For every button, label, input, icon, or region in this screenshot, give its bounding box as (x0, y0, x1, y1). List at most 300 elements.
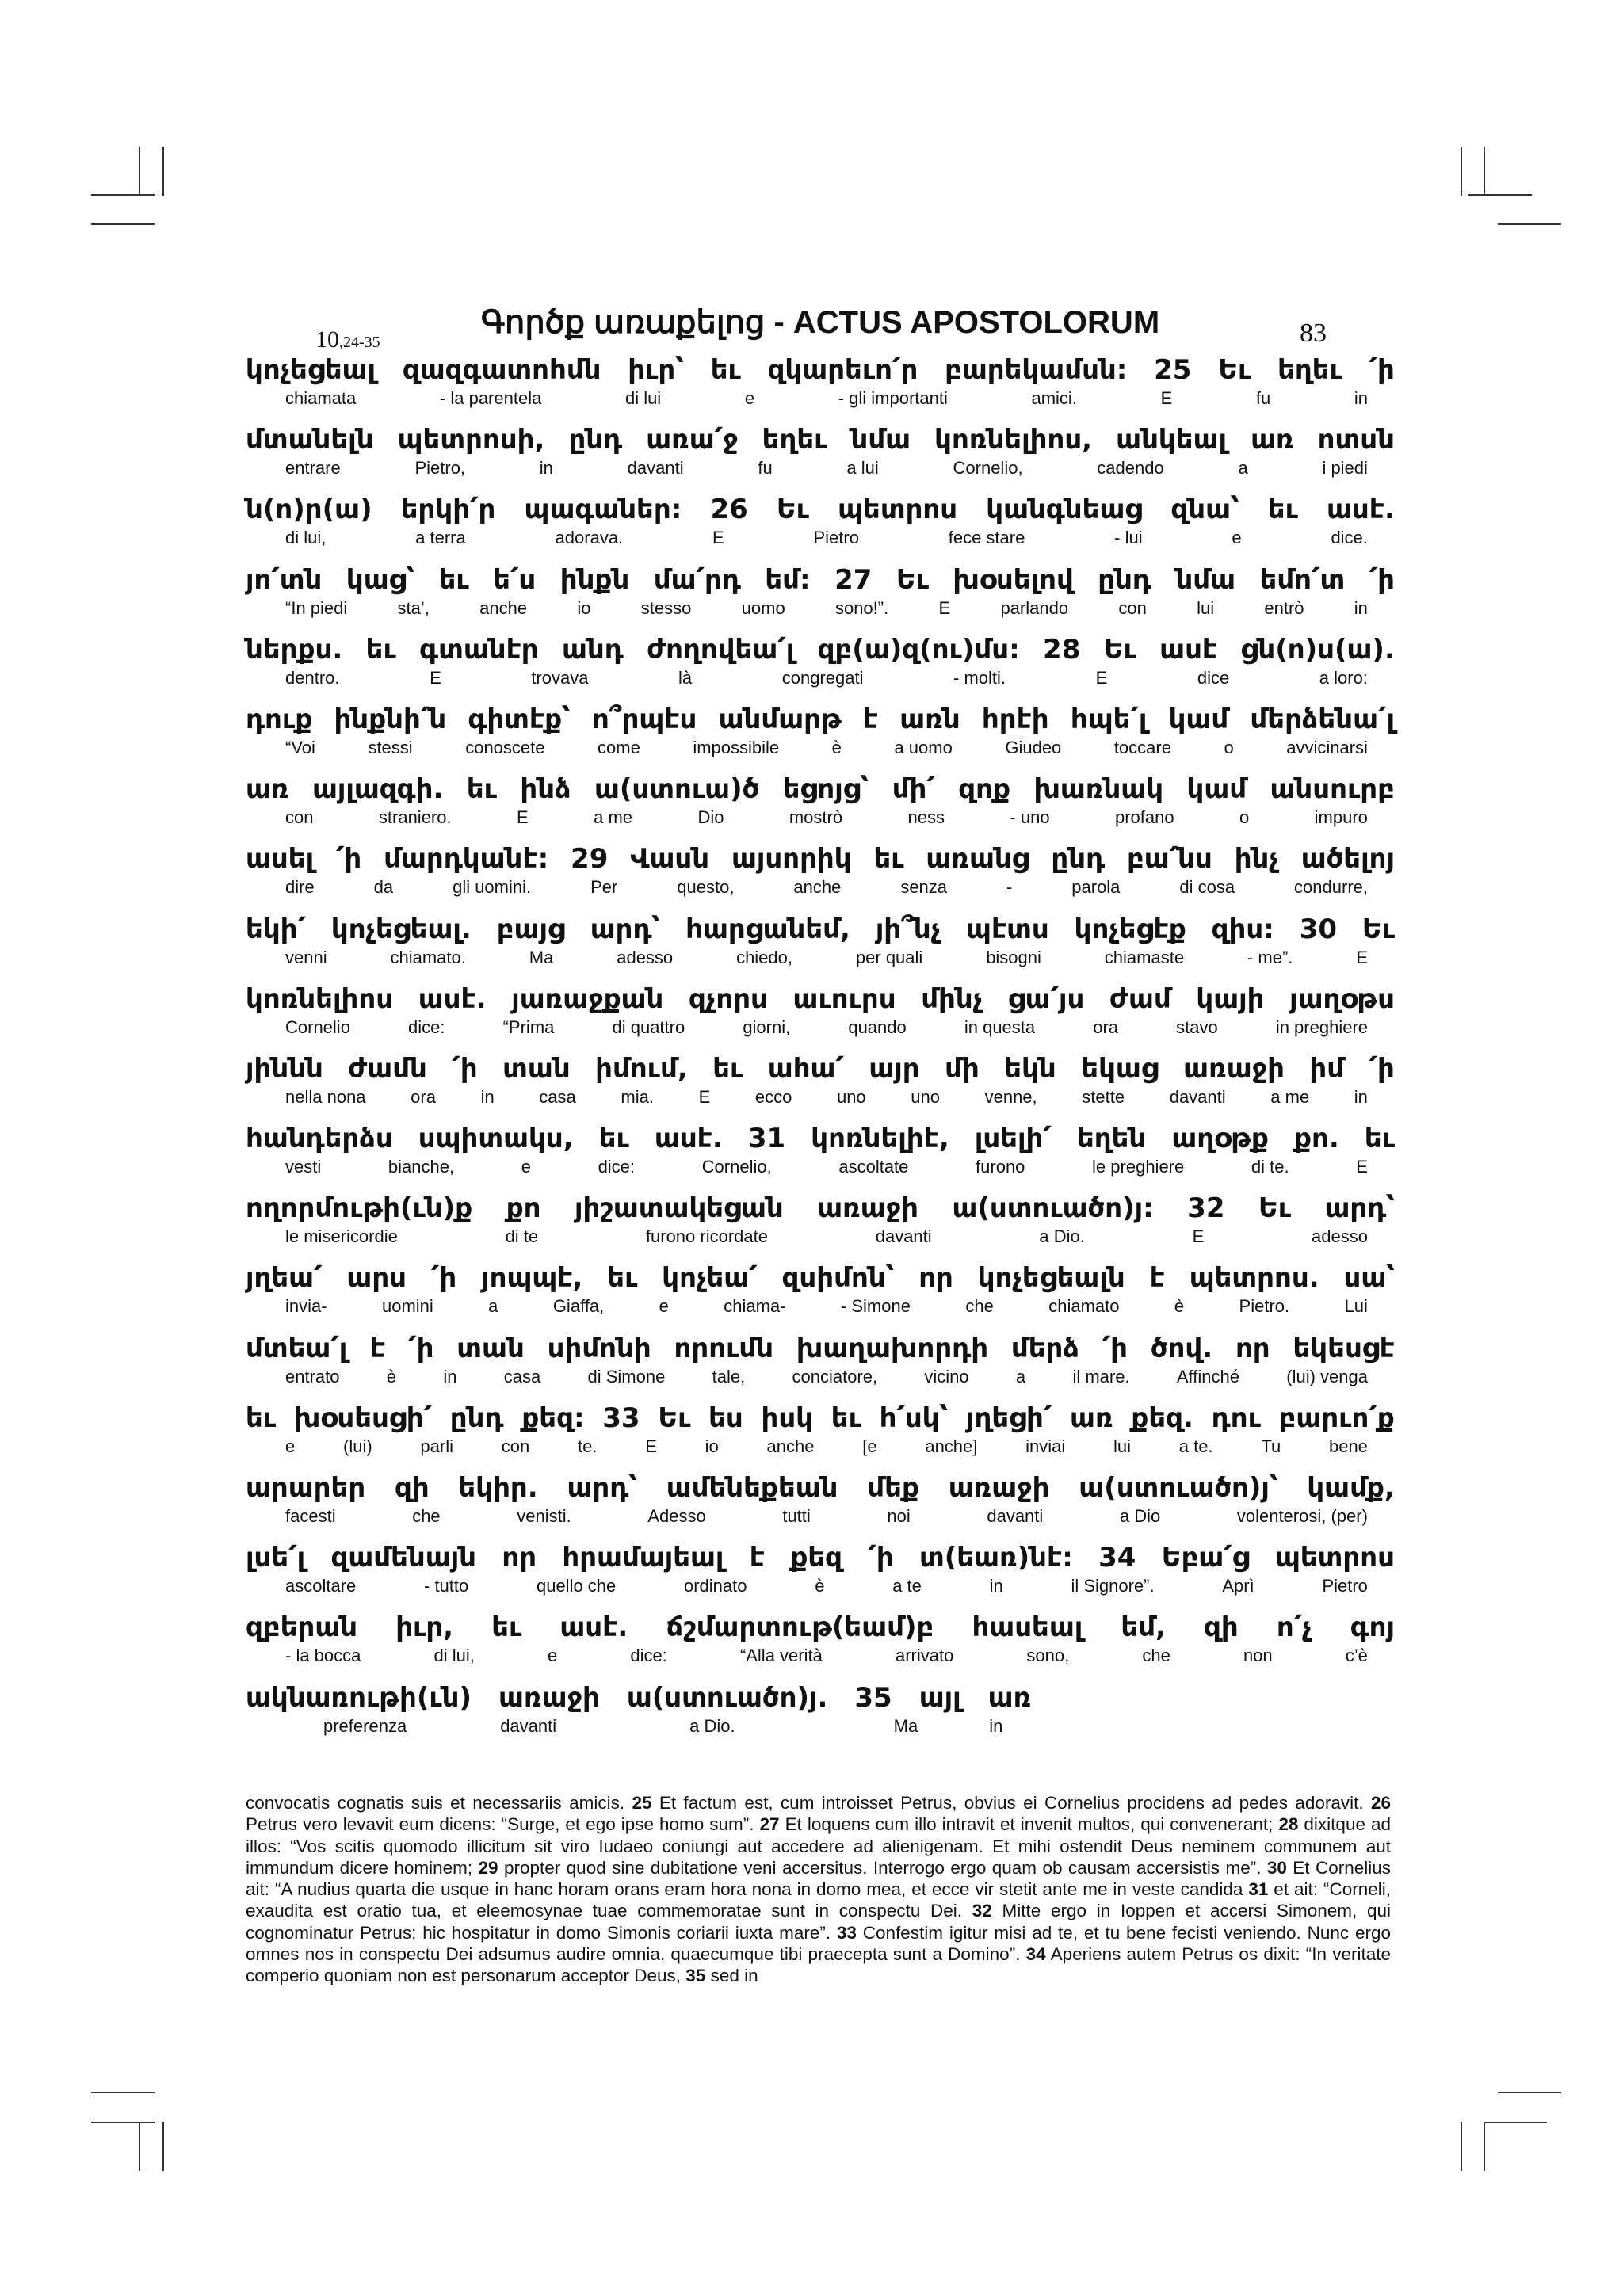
armenian-word: 31 (747, 1123, 786, 1155)
italian-gloss: uomini (381, 1296, 433, 1317)
italian-gloss: che (965, 1296, 994, 1317)
armenian-word: կոռնելիէ, (811, 1123, 949, 1155)
italian-gloss: E (938, 597, 951, 618)
italian-gloss: nella nona (285, 1086, 366, 1107)
italian-gloss: le misericordie (285, 1226, 398, 1247)
armenian-word: իմում, (595, 1052, 688, 1085)
armenian-word: ասէ. (1327, 494, 1395, 526)
italian-gloss-line (246, 876, 1395, 898)
verse-number: 27 (759, 1814, 780, 1835)
italian-gloss: E (712, 528, 724, 548)
armenian-word: ժամն (348, 1052, 427, 1085)
italian-gloss: quando (848, 1016, 907, 1037)
verse-number: 26 (1370, 1793, 1391, 1813)
armenian-word: առաջի (1183, 1052, 1285, 1085)
italian-gloss: a uomo (894, 737, 953, 757)
italian-gloss: anche (479, 597, 528, 618)
armenian-word: ա(ստուածո)յ: (952, 1192, 1154, 1225)
italian-gloss: cadendo (1097, 458, 1164, 479)
italian-gloss: adorava. (555, 528, 624, 548)
armenian-word: է (1149, 1262, 1165, 1295)
armenian-word: կաց՝ (346, 563, 415, 596)
interlinear-line (246, 1191, 1395, 1261)
armenian-word: արդ՝ (567, 1472, 637, 1504)
italian-gloss: - (1006, 877, 1013, 898)
crop-mark (91, 2092, 155, 2093)
italian-gloss: il mare. (1072, 1366, 1130, 1386)
armenian-word: ասէ (1159, 633, 1218, 666)
italian-gloss: tutti (782, 1506, 811, 1526)
interlinear-line (246, 492, 1395, 562)
armenian-word: եցոյց՝ (782, 773, 869, 806)
italian-gloss: ordinato (684, 1576, 747, 1596)
armenian-word: Եբա՛ց (1161, 1542, 1250, 1574)
armenian-word: ինքնի՛ն (334, 703, 447, 735)
italian-gloss: conciatore, (792, 1366, 878, 1386)
italian-gloss: adesso (1312, 1226, 1368, 1247)
armenian-word: յի՞նչ (875, 913, 941, 945)
italian-gloss: stessi (368, 737, 413, 757)
italian-gloss: conoscete (465, 737, 545, 757)
italian-gloss: i piedi (1322, 458, 1368, 479)
italian-gloss: o (1224, 737, 1234, 757)
italian-gloss: e (285, 1436, 296, 1456)
italian-gloss: vesti (285, 1157, 322, 1177)
armenian-word: առանց (926, 843, 1029, 875)
armenian-line (246, 353, 1395, 387)
italian-gloss: - me”. (1247, 947, 1293, 967)
italian-gloss: non (1243, 1646, 1273, 1666)
armenian-word: եւ (491, 1611, 522, 1644)
armenian-word: որ (1235, 1332, 1270, 1364)
armenian-word: ծով. (1150, 1332, 1213, 1364)
armenian-word: եւ (598, 1123, 629, 1155)
interlinear-line (246, 702, 1395, 772)
italian-gloss: Giudeo (1005, 737, 1062, 757)
italian-gloss: Adesso (647, 1506, 706, 1526)
italian-gloss: e (744, 388, 755, 408)
italian-gloss: Giaffa, (552, 1296, 605, 1317)
italian-gloss: Lui (1344, 1296, 1368, 1317)
italian-gloss: fu (758, 458, 773, 479)
armenian-word: խօսելով (953, 563, 1074, 596)
interlinear-line (246, 1680, 1395, 1750)
italian-gloss: è (815, 1576, 825, 1596)
armenian-word: յիննն (246, 1052, 323, 1085)
italian-gloss: facesti (285, 1506, 336, 1526)
armenian-line (246, 422, 1395, 457)
armenian-word: ակնառութի(ւն) (246, 1681, 472, 1714)
armenian-word: եկաց (1081, 1052, 1159, 1085)
latin-text-segment: propter quod sine dubitatione veni accersitus. Interrogo ergo quam ob causam accersistis me”. (498, 1857, 1267, 1878)
armenian-word: ՛ի (335, 843, 362, 875)
armenian-word: յաղօթս (1289, 982, 1395, 1015)
armenian-word: խաղախորդի (796, 1332, 989, 1364)
armenian-word: մա՛րդ (653, 563, 741, 596)
armenian-word: ՛ի (1369, 354, 1395, 386)
italian-gloss: giorni, (743, 1016, 791, 1037)
armenian-word: դուք (246, 703, 313, 735)
armenian-word: եւ (365, 633, 396, 666)
armenian-word: պետրոսի, (397, 424, 545, 456)
armenian-word: արս (346, 1262, 407, 1295)
italian-gloss: ascoltate (838, 1157, 909, 1177)
italian-gloss: a me (594, 807, 633, 828)
italian-gloss: le preghiere (1092, 1157, 1185, 1177)
crop-mark (1468, 194, 1532, 196)
italian-gloss: e (547, 1646, 558, 1666)
italian-gloss: a (1238, 458, 1248, 479)
armenian-word: 30 (1299, 913, 1338, 945)
interlinear-line (246, 1261, 1395, 1330)
italian-gloss: di lui, (433, 1646, 475, 1666)
italian-gloss: [e (862, 1436, 877, 1456)
armenian-word: յառաջքան (511, 982, 664, 1015)
italian-gloss: preferenza (323, 1715, 407, 1736)
armenian-word: հասեալ (972, 1611, 1083, 1644)
armenian-word: հպե՛լ (1070, 703, 1148, 735)
latin-text-segment: dixitque ad illos: “Vos scitis quomodo illicitum sit viro Iudaeo coniungi aut accedere ad alienigenam. Et mihi ostendit Deus neminem communem aut immundum dicere hominem; (246, 1814, 1392, 1878)
armenian-word: մերձ (1010, 1332, 1079, 1364)
italian-gloss: inviai (1025, 1436, 1066, 1456)
italian-gloss: chiedo, (736, 947, 793, 967)
italian-gloss: Pietro (1322, 1576, 1368, 1596)
armenian-word: տան (502, 1052, 571, 1085)
italian-gloss: di lui (624, 388, 662, 408)
italian-gloss: davanti (627, 458, 684, 479)
italian-gloss: E (430, 667, 441, 688)
italian-gloss: di lui, (285, 528, 327, 548)
italian-gloss-line (246, 1575, 1395, 1597)
interlinear-line (246, 1331, 1395, 1401)
armenian-word: գիտէք՝ (468, 703, 571, 735)
italian-gloss: “Alla verità (739, 1646, 823, 1666)
italian-gloss: gli uomini. (453, 877, 532, 898)
armenian-word: 27 (834, 563, 873, 596)
armenian-word: ՛ի (1369, 1052, 1395, 1085)
armenian-word: ասէ. (559, 1611, 628, 1644)
italian-gloss: e (659, 1296, 669, 1317)
armenian-line (246, 492, 1395, 527)
armenian-word: ՛ի (430, 1262, 457, 1295)
italian-gloss: impuro (1314, 807, 1368, 828)
armenian-word: այլ (918, 1681, 961, 1714)
armenian-line (246, 563, 1395, 597)
armenian-word: որ (502, 1542, 537, 1574)
armenian-word: եւ (712, 1052, 743, 1085)
italian-gloss: e (1232, 528, 1242, 548)
italian-gloss: trovava (531, 667, 589, 688)
armenian-word: աւուրս (792, 982, 896, 1015)
armenian-word: նմա (850, 424, 911, 456)
armenian-word: յո՛տն (246, 563, 323, 596)
italian-gloss: bianche, (388, 1157, 455, 1177)
armenian-word: մի (945, 1052, 980, 1085)
armenian-word: է (862, 703, 879, 735)
italian-gloss: di te (505, 1226, 539, 1247)
latin-text-segment: Mitte ergo in Ioppen et accersi Simonem, qui cognominatur Petrus; hic hospitatur in domo Simonis coriarii iuxta mare”. (246, 1901, 1391, 1943)
armenian-word: կոչեա՛ (662, 1262, 758, 1295)
armenian-word: քո. (1294, 1123, 1339, 1155)
italian-gloss: - uno (1010, 807, 1050, 828)
italian-gloss: venisti. (517, 1506, 571, 1526)
armenian-line (246, 1331, 1395, 1366)
italian-gloss: fece stare (948, 528, 1025, 548)
italian-gloss: in preghiere (1275, 1016, 1368, 1037)
armenian-word: եղեւ (1277, 354, 1342, 386)
latin-text-segment: Et loquens cum illo intravit et invenit multos, qui convenerant; (779, 1814, 1279, 1835)
armenian-word: որ (918, 1262, 953, 1295)
latin-text-segment: Petrus vero levavit eum dicens: “Surge, et ego ipse homo sum”. (246, 1814, 760, 1835)
verse-range: ,24-35 (339, 334, 380, 351)
verse-number: 30 (1266, 1857, 1287, 1878)
italian-gloss: - gli importanti (838, 388, 948, 408)
latin-text-segment: Et Cornelius ait: “A nudius quarta die usque in hanc horam orans eram hora nona in domo mea, et ecce vir stetit ante me in veste candida (246, 1857, 1391, 1900)
italian-gloss: mia. (621, 1086, 654, 1107)
armenian-word: 32 (1187, 1192, 1225, 1225)
armenian-word: զչորս (689, 982, 768, 1015)
interlinear-line (246, 912, 1395, 982)
armenian-word: ասել (246, 843, 315, 875)
italian-gloss: in questa (964, 1016, 1036, 1037)
armenian-word: առա՛ջ (646, 424, 739, 456)
italian-gloss: è (1174, 1296, 1185, 1317)
armenian-word: կամք, (1307, 1472, 1395, 1504)
italian-gloss: “In piedi (285, 597, 348, 618)
italian-gloss: a lui (846, 458, 879, 479)
interlinear-line (246, 841, 1395, 911)
armenian-word: անկեալ (1116, 424, 1228, 456)
armenian-word: եկի՛ (246, 913, 306, 945)
italian-gloss: a (1015, 1366, 1026, 1386)
armenian-word: լսելի՛ (974, 1123, 1052, 1155)
armenian-word: ասէ. (418, 982, 487, 1015)
armenian-word: դու (1211, 1402, 1261, 1434)
italian-gloss: chiama- (724, 1296, 786, 1317)
italian-gloss: E (1095, 667, 1108, 688)
latin-text-segment: Aperiens autem Petrus os dixit: “In veritate comperio quoniam non est personarum acceptor Deus, (246, 1944, 1391, 1986)
armenian-word: հրամայեալ (562, 1542, 724, 1574)
armenian-word: սա՝ (1343, 1262, 1395, 1295)
interlinear-line (246, 1121, 1395, 1191)
armenian-word: իւր, (395, 1611, 454, 1644)
armenian-word: ո՞րպէս (592, 703, 697, 735)
armenian-line (246, 772, 1395, 807)
armenian-line (246, 702, 1395, 737)
verse-number: 35 (685, 1966, 706, 1986)
armenian-word: բա՛նս (1126, 843, 1212, 875)
armenian-word: պագաներ: (524, 494, 682, 526)
armenian-word: յղեա՛ (246, 1262, 323, 1295)
armenian-word: 33 (602, 1402, 640, 1434)
italian-gloss: con (501, 1436, 530, 1456)
armenian-word: սպիտակս, (418, 1123, 574, 1155)
armenian-word: Վասն (630, 843, 710, 875)
armenian-line (246, 982, 1395, 1016)
armenian-word: ածելոյ (1300, 843, 1395, 875)
armenian-word: Եւ (776, 494, 809, 526)
armenian-word: ժողովեա՛լ (647, 633, 795, 666)
armenian-word: պէտս (966, 913, 1049, 945)
armenian-word: մի՛ (892, 773, 935, 806)
italian-gloss: o (1239, 807, 1250, 828)
armenian-line (246, 1121, 1395, 1156)
armenian-word: Եւ (896, 563, 929, 596)
interlinear-line (246, 422, 1395, 492)
italian-gloss: in (989, 1576, 1003, 1596)
italian-gloss: ora (1093, 1016, 1119, 1037)
page-header (246, 295, 1395, 353)
italian-gloss: Affinché (1176, 1366, 1239, 1386)
italian-gloss: uomo (741, 597, 785, 618)
armenian-line (246, 1540, 1395, 1575)
italian-gloss: vicino (924, 1366, 969, 1386)
italian-gloss-line (246, 1715, 1395, 1737)
italian-gloss: di quattro (612, 1016, 685, 1037)
armenian-word: աղօթք (1171, 1123, 1269, 1155)
italian-gloss: a Dio (1119, 1506, 1161, 1526)
armenian-word: անդ (562, 633, 624, 666)
crop-mark (1484, 2122, 1485, 2171)
italian-gloss: Per (590, 877, 618, 898)
armenian-line (246, 1191, 1395, 1226)
crop-mark (162, 2122, 164, 2171)
italian-gloss: Cornelio, (701, 1157, 772, 1177)
italian-gloss: davanti (987, 1506, 1044, 1526)
armenian-word: կոչեցեալն (977, 1262, 1125, 1295)
armenian-word: եմ, (1121, 1611, 1166, 1644)
armenian-word: ինքն (559, 563, 630, 596)
italian-gloss: anche (793, 877, 842, 898)
italian-gloss: chiamato (1048, 1296, 1120, 1317)
armenian-word: 34 (1098, 1542, 1136, 1574)
armenian-word: ամենեքեան (666, 1472, 838, 1504)
interlinear-line (246, 1051, 1395, 1121)
italian-gloss: dice: (598, 1157, 636, 1177)
italian-gloss: di Simone (587, 1366, 666, 1386)
armenian-word: ն(ո)ր(ա) (246, 494, 372, 526)
italian-gloss: straniero. (378, 807, 452, 828)
italian-gloss: - la parentela (439, 388, 542, 408)
italian-gloss: c’è (1345, 1646, 1368, 1666)
italian-gloss: E (1356, 947, 1368, 967)
armenian-word: քո (506, 1192, 541, 1225)
armenian-line (246, 632, 1395, 667)
page-title: Գործք առաքելոց - ACTUS APOSTOLORUM (480, 305, 1160, 340)
armenian-word: նմա (1175, 563, 1236, 596)
armenian-word: եւ (438, 563, 469, 596)
italian-gloss: dice (1197, 667, 1230, 688)
italian-gloss-line (246, 1505, 1395, 1527)
armenian-word: արդ՝ (1324, 1192, 1395, 1225)
italian-gloss: dice. (1331, 528, 1368, 548)
armenian-word: յղեցի՛ (965, 1402, 1052, 1434)
armenian-word: մերձենա՛լ (1250, 703, 1395, 735)
italian-gloss: con (285, 807, 314, 828)
armenian-word: կոչեցեալ (246, 354, 376, 386)
armenian-word: քեզ (790, 1542, 843, 1574)
verse-number: 33 (836, 1922, 857, 1943)
italian-gloss: a me (1270, 1086, 1310, 1107)
italian-gloss: stavo (1176, 1016, 1218, 1037)
armenian-word: ոտսն (1317, 424, 1395, 456)
italian-gloss-line (246, 807, 1395, 829)
italian-gloss: congregati (781, 667, 864, 688)
armenian-word: առ (1251, 424, 1294, 456)
italian-gloss: (lui) (343, 1436, 372, 1456)
italian-gloss: E (698, 1086, 711, 1107)
armenian-word: առ (1070, 1402, 1113, 1434)
armenian-word: Եւ (658, 1402, 691, 1434)
armenian-word: ՛ի (1369, 563, 1395, 596)
italian-gloss: di cosa (1179, 877, 1235, 898)
armenian-word: կոռնելիոս, (934, 424, 1093, 456)
armenian-word: 25 (1154, 354, 1192, 386)
crop-mark (1461, 147, 1462, 196)
armenian-word: պետրոս (838, 494, 958, 526)
italian-gloss-line (246, 457, 1395, 479)
italian-gloss: E (1356, 1157, 1368, 1177)
italian-gloss: - la bocca (285, 1646, 361, 1666)
armenian-word: եւ (466, 773, 497, 806)
italian-gloss: in (443, 1366, 457, 1386)
armenian-word: առ (246, 773, 289, 806)
italian-gloss-line (246, 1645, 1395, 1667)
italian-gloss: - molti. (953, 667, 1006, 688)
armenian-word: զնա՝ (1170, 494, 1239, 526)
armenian-word: եւ (1364, 1123, 1395, 1155)
armenian-word: կոչեցեալ. (330, 913, 472, 945)
verse-number: 25 (632, 1793, 652, 1813)
armenian-line (246, 1401, 1395, 1436)
italian-gloss-line (246, 1366, 1395, 1388)
italian-gloss: casa (503, 1366, 541, 1386)
armenian-word: ՛ի (408, 1332, 434, 1364)
armenian-word: արարեր (246, 1472, 366, 1504)
armenian-word: այլազգի. (311, 773, 444, 806)
armenian-word: զկարեւո՛ր (767, 354, 918, 386)
italian-gloss: fu (1255, 388, 1271, 408)
armenian-word: յիշատակեցան (575, 1192, 784, 1225)
italian-gloss: te. (577, 1436, 598, 1456)
italian-gloss: ora (411, 1086, 436, 1107)
verse-number: 29 (478, 1857, 498, 1878)
italian-gloss: profano (1114, 807, 1174, 828)
armenian-word: ընդ (1051, 843, 1106, 875)
italian-gloss: furono (976, 1157, 1025, 1177)
italian-gloss: parli (420, 1436, 453, 1456)
interlinear-line (246, 982, 1395, 1051)
armenian-line (246, 1261, 1395, 1295)
armenian-word: ա(ստուածո)յ՝ (1079, 1472, 1278, 1504)
italian-gloss: è (831, 737, 842, 757)
italian-gloss: noi (887, 1506, 911, 1526)
armenian-word: իսկ (761, 1402, 814, 1434)
italian-gloss: a te (892, 1576, 922, 1596)
interlinear-line (246, 1540, 1395, 1610)
armenian-word: ո՛չ (1276, 1611, 1312, 1644)
latin-text-segment: sed in (705, 1966, 758, 1986)
armenian-word: մեք (867, 1472, 919, 1504)
italian-gloss: impossibile (693, 737, 780, 757)
italian-gloss: venni (285, 947, 327, 967)
armenian-word: ՛ի (868, 1542, 894, 1574)
armenian-word: եւ (710, 354, 741, 386)
armenian-word: պետրոս. (1189, 1262, 1319, 1295)
italian-gloss: avvicinarsi (1286, 737, 1368, 757)
italian-gloss: arrivato (895, 1646, 954, 1666)
armenian-word: եւ (873, 843, 904, 875)
